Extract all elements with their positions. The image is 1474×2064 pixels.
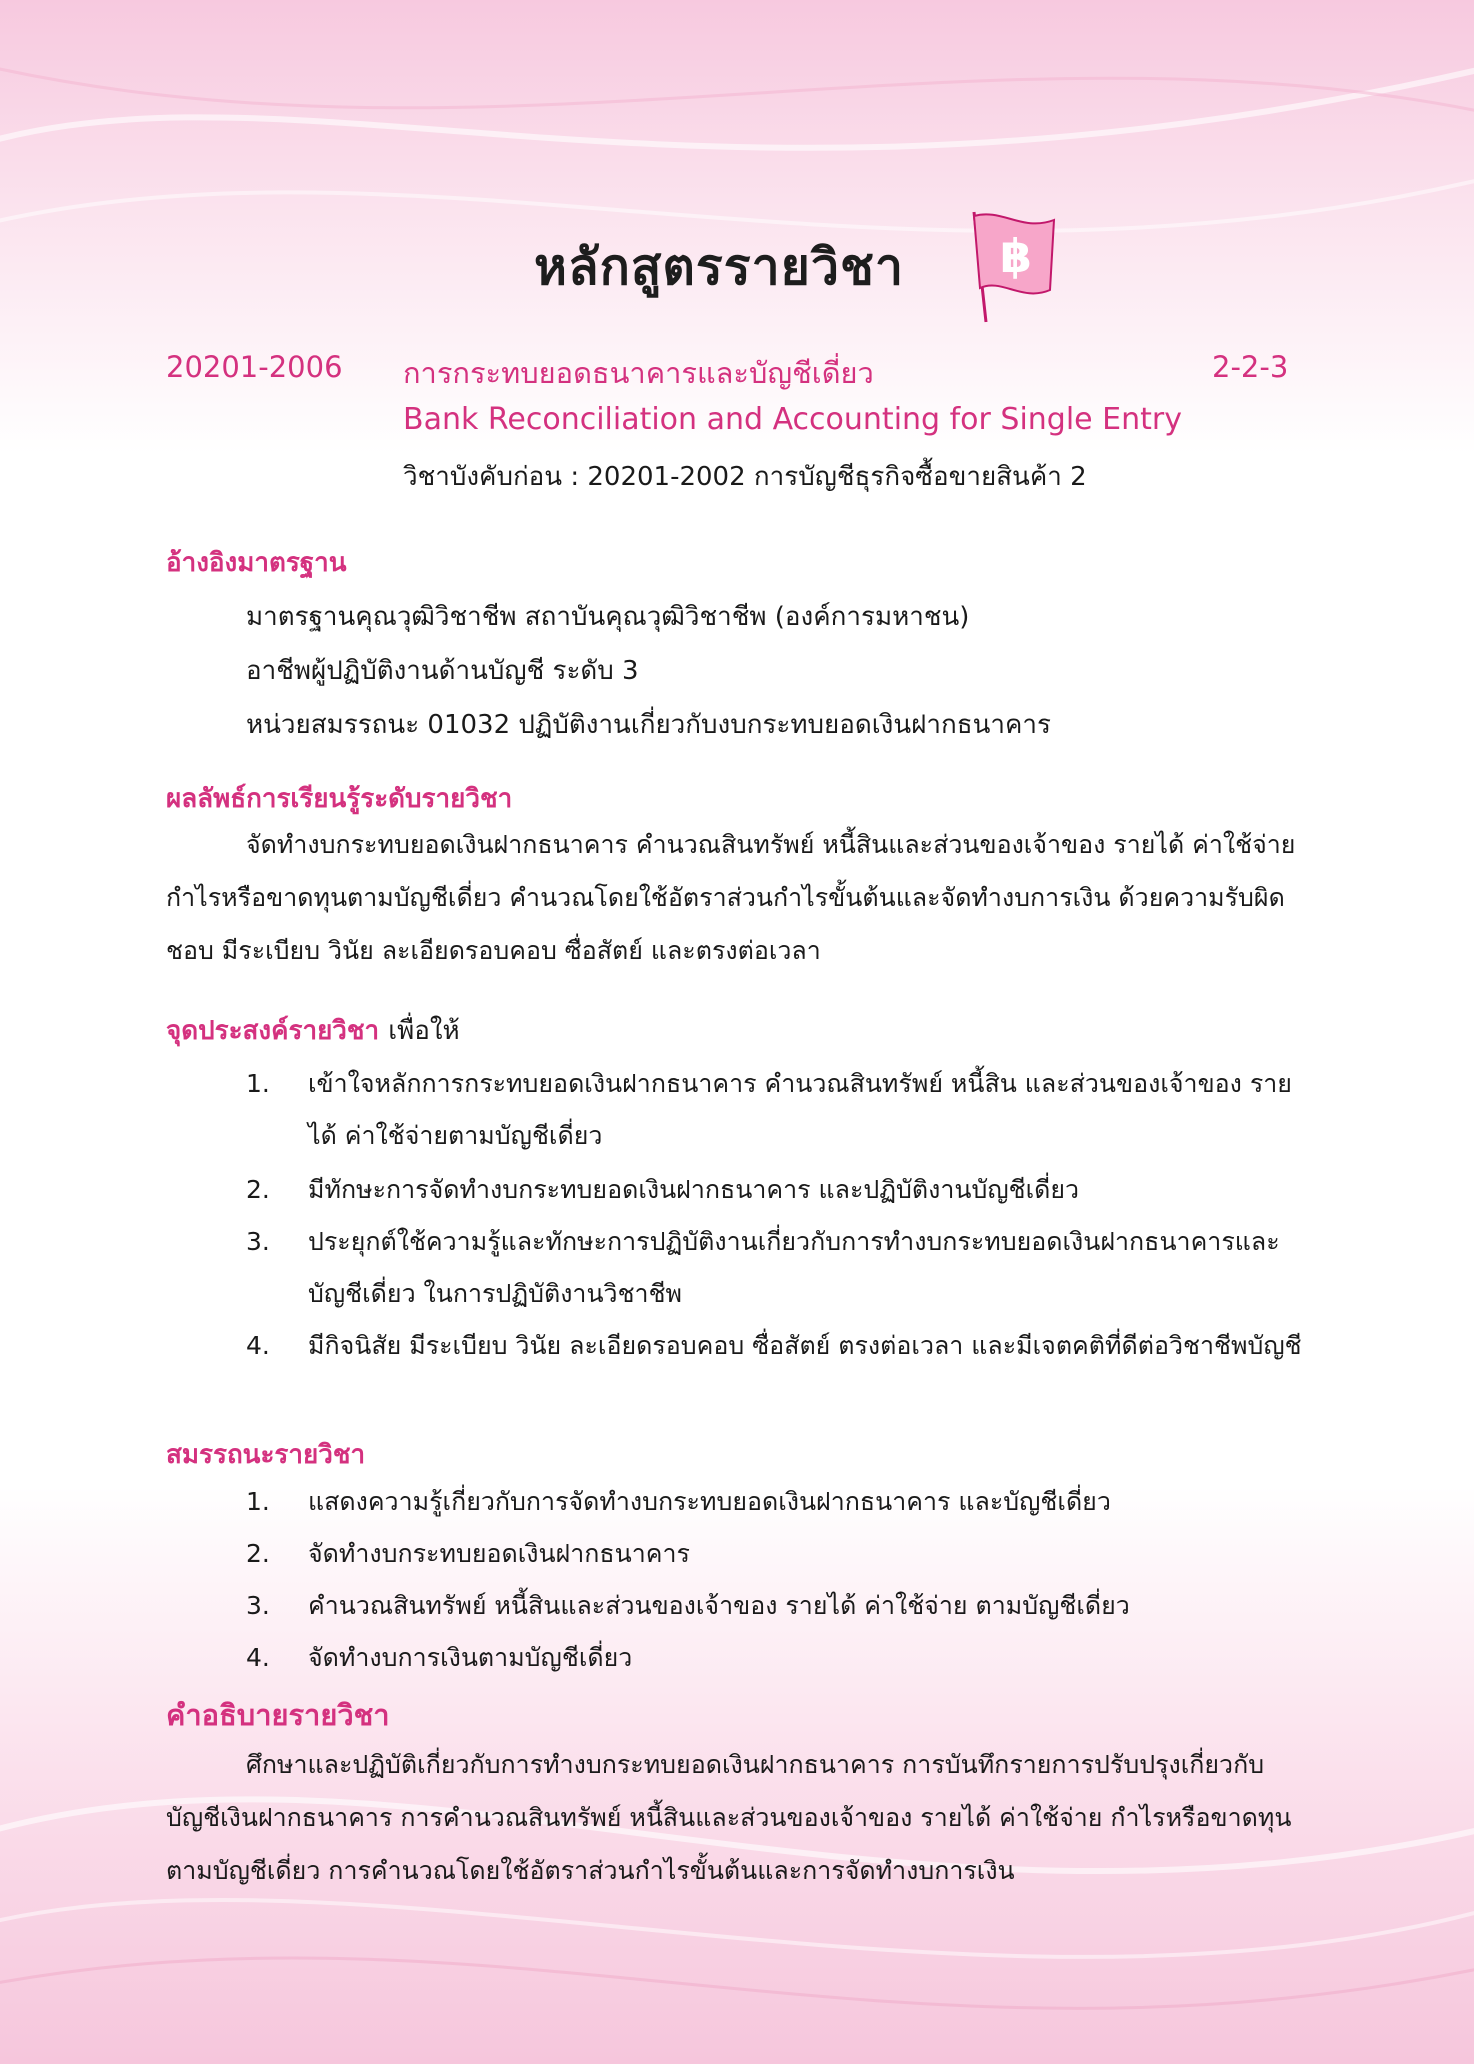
course-name-english: Bank Reconciliation and Accounting for Single Entry bbox=[403, 402, 1182, 437]
outcomes-paragraph bbox=[166, 818, 1308, 977]
course-code: 20201-2006 bbox=[166, 350, 343, 384]
objective-text: มีกิจนิสัย มีระเบียบ วินัย ละเอียดรอบคอบ ซื่อสัตย์ ตรงต่อเวลา และมีเจตคติที่ดีต่อวิชาชีพบัญชี bbox=[308, 1331, 1302, 1360]
outcomes-heading: ผลลัพธ์การเรียนรู้ระดับรายวิชา bbox=[166, 784, 513, 814]
objective-item bbox=[246, 1320, 1308, 1372]
objective-text: มีทักษะการจัดทำงบกระทบยอดเงินฝากธนาคาร และปฏิบัติงานบัญชีเดี่ยว bbox=[308, 1175, 1080, 1204]
competency-item bbox=[246, 1580, 1308, 1632]
objectives-heading bbox=[166, 1010, 460, 1051]
prerequisite: วิชาบังคับก่อน : 20201-2002 การบัญชีธุรกิจซื้อขายสินค้า 2 bbox=[403, 462, 1087, 492]
competency-item bbox=[246, 1632, 1308, 1684]
baht-flag-icon bbox=[962, 206, 1062, 324]
description-heading: คำอธิบายรายวิชา bbox=[166, 1698, 390, 1732]
standards-line: มาตรฐานคุณวุฒิวิชาชีพ สถาบันคุณวุฒิวิชาชีพ (องค์การมหาชน) bbox=[246, 602, 970, 632]
competency-item bbox=[246, 1528, 1308, 1580]
standards-heading: อ้างอิงมาตรฐาน bbox=[166, 548, 347, 578]
objective-item bbox=[246, 1058, 1308, 1162]
competency-text: แสดงความรู้เกี่ยวกับการจัดทำงบกระทบยอดเงินฝากธนาคาร และบัญชีเดี่ยว bbox=[308, 1487, 1111, 1516]
competency-item bbox=[246, 1476, 1308, 1528]
competency-number: 2. bbox=[246, 1539, 270, 1568]
standards-line: หน่วยสมรรถนะ 01032 ปฏิบัติงานเกี่ยวกับงบกระทบยอดเงินฝากธนาคาร bbox=[246, 710, 1051, 740]
description-text: ศึกษาและปฏิบัติเกี่ยวกับการทำงบกระทบยอดเงินฝากธนาคาร การบันทึกรายการปรับปรุงเกี่ยวกับบัญชีเงินฝากธนาคาร การคำนวณสินทรัพย์ หนี้สินและส่วนของเจ้าของ รายได้ ค่าใช้จ่าย กำไรหรือขาดทุนตามบัญชีเดี่ยว การคำนวณโดยใช้อัตราส่วนกำไรขั้นต้นและการจัดทำงบการเงิน bbox=[166, 1750, 1292, 1885]
objective-number: 4. bbox=[246, 1331, 270, 1360]
objective-number: 3. bbox=[246, 1227, 270, 1256]
standards-line: อาชีพผู้ปฏิบัติงานด้านบัญชี ระดับ 3 bbox=[246, 656, 639, 686]
objective-text: เข้าใจหลักการกระทบยอดเงินฝากธนาคาร คำนวณสินทรัพย์ หนี้สิน และส่วนของเจ้าของ รายได้ ค่าใช้จ่ายตามบัญชีเดี่ยว bbox=[308, 1069, 1292, 1150]
objective-number: 2. bbox=[246, 1175, 270, 1204]
objectives-heading-suffix: เพื่อให้ bbox=[388, 1016, 460, 1046]
svg-text:฿: ฿ bbox=[999, 229, 1033, 283]
competency-text: คำนวณสินทรัพย์ หนี้สินและส่วนของเจ้าของ รายได้ ค่าใช้จ่าย ตามบัญชีเดี่ยว bbox=[308, 1591, 1130, 1620]
objective-number: 1. bbox=[246, 1069, 270, 1098]
objectives-heading-label: จุดประสงค์รายวิชา bbox=[166, 1016, 380, 1046]
outcomes-text: จัดทำงบกระทบยอดเงินฝากธนาคาร คำนวณสินทรัพย์ หนี้สินและส่วนของเจ้าของ รายได้ ค่าใช้จ่าย กำไรหรือขาดทุนตามบัญชีเดี่ยว คำนวณโดยใช้อัตราส่วนกำไรขั้นต้นและจัดทำงบการเงิน ด้วยความรับผิดชอบ มีระเบียบ วินัย ละเอียดรอบคอบ ซื่อสัตย์ และตรงต่อเวลา bbox=[166, 830, 1296, 965]
description-paragraph bbox=[166, 1738, 1308, 1897]
competencies-heading: สมรรถนะรายวิชา bbox=[166, 1440, 366, 1470]
page-title: หลักสูตรรายวิชา bbox=[534, 238, 905, 296]
competency-text: จัดทำงบการเงินตามบัญชีเดี่ยว bbox=[308, 1643, 633, 1672]
objective-item bbox=[246, 1164, 1308, 1216]
course-name-thai: การกระทบยอดธนาคารและบัญชีเดี่ยว bbox=[403, 356, 874, 390]
competency-text: จัดทำงบกระทบยอดเงินฝากธนาคาร bbox=[308, 1539, 690, 1568]
competency-number: 3. bbox=[246, 1591, 270, 1620]
competency-number: 1. bbox=[246, 1487, 270, 1516]
objective-text: ประยุกต์ใช้ความรู้และทักษะการปฏิบัติงานเกี่ยวกับการทำงบกระทบยอดเงินฝากธนาคารและบัญชีเดี่ยว ในการปฏิบัติงานวิชาชีพ bbox=[308, 1227, 1280, 1308]
course-credits: 2-2-3 bbox=[1212, 350, 1289, 384]
objective-item bbox=[246, 1216, 1308, 1320]
competency-number: 4. bbox=[246, 1643, 270, 1672]
